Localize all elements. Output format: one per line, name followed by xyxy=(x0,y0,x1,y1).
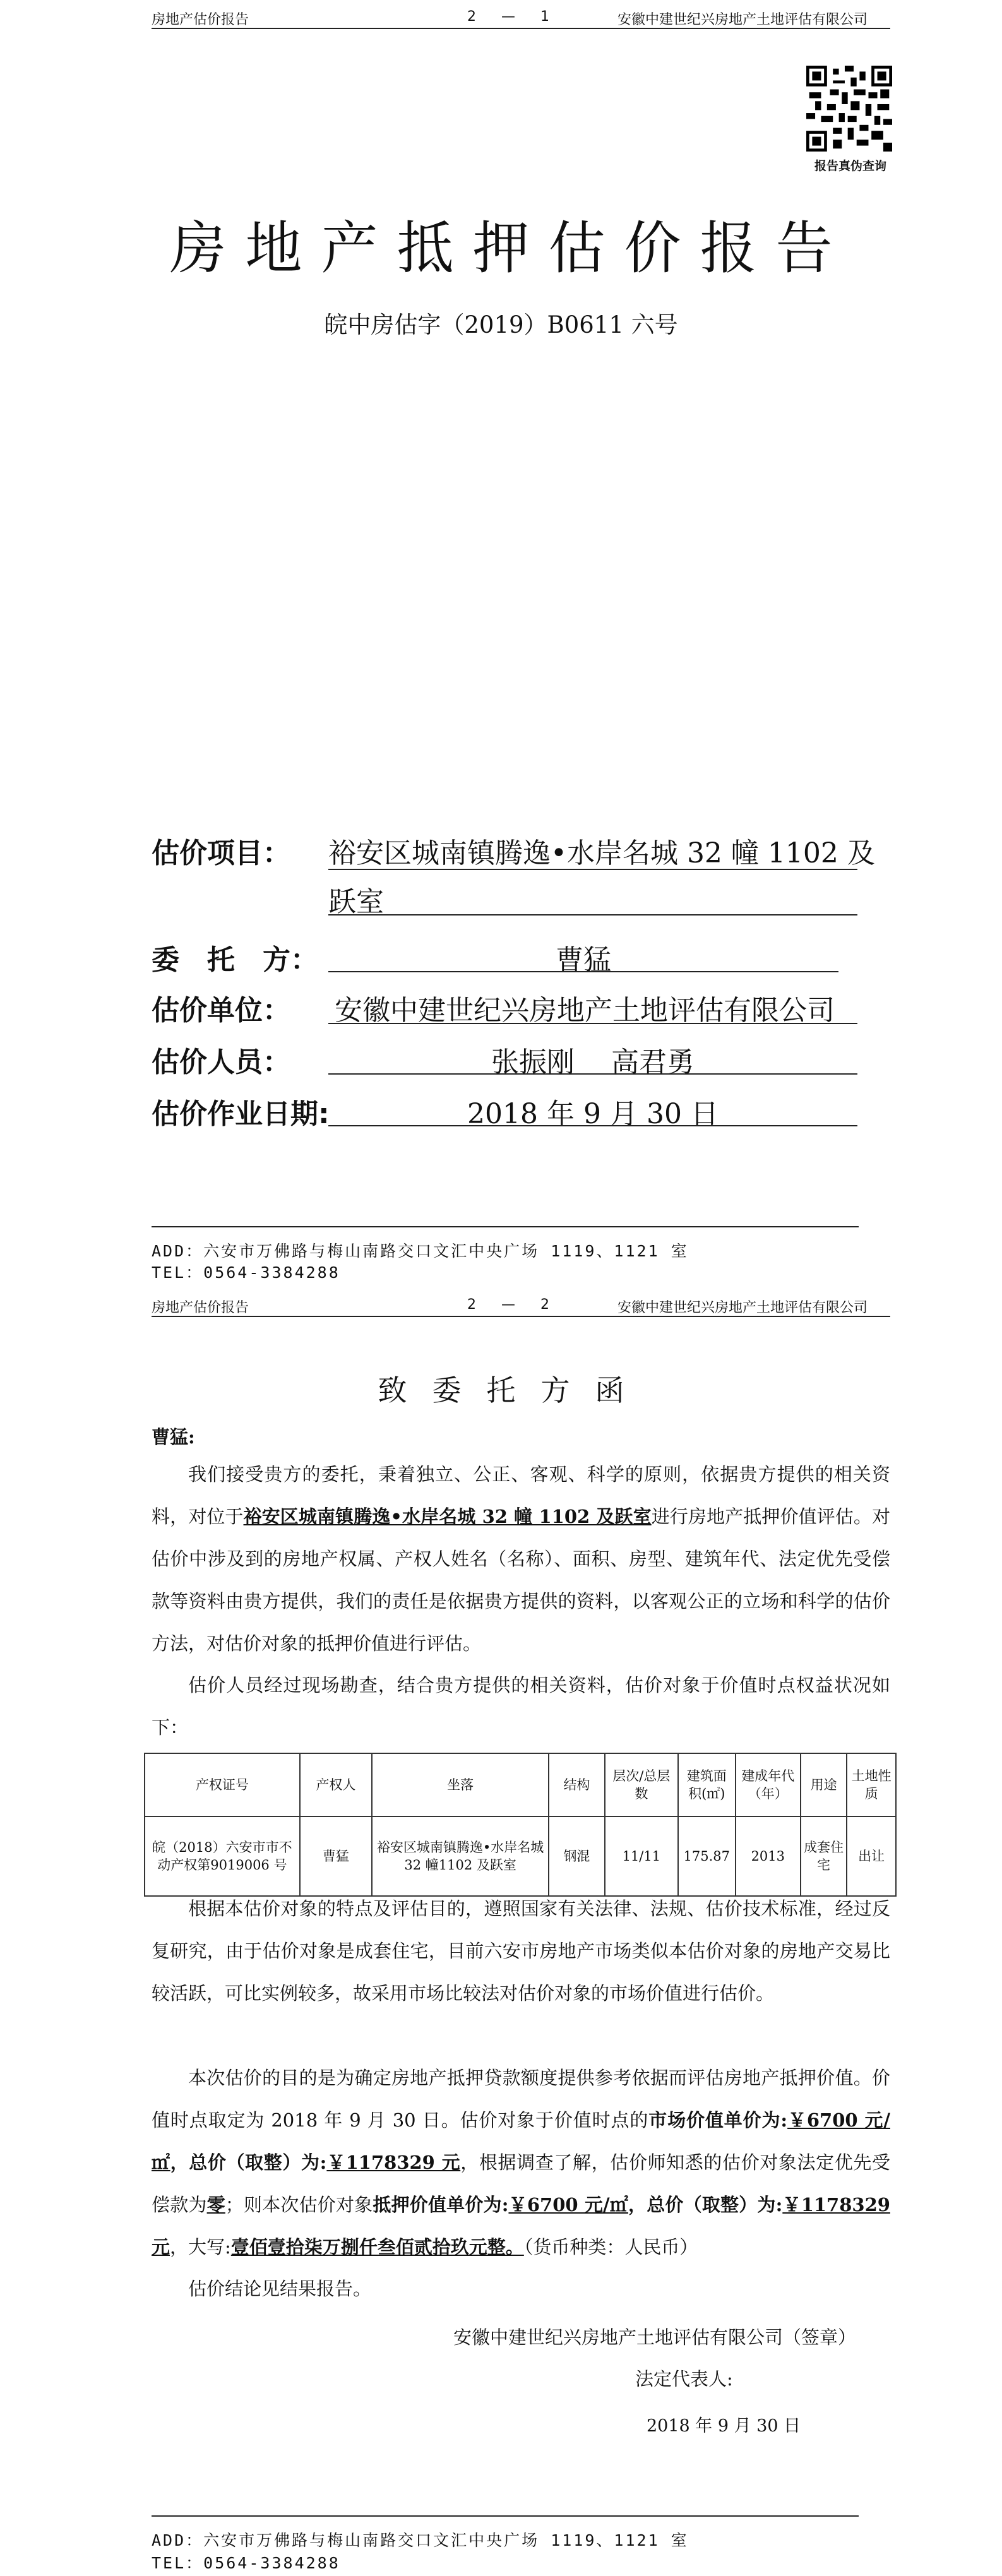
table-header-row xyxy=(145,1753,896,1816)
header-rule xyxy=(152,28,890,29)
table-header-cell: 用途 xyxy=(801,1753,847,1816)
footer-tel: TEL：0564-3384288 xyxy=(152,1263,340,1282)
table-cell-area: 175.87 xyxy=(678,1816,736,1896)
signature-company: 安徽中建世纪兴房地产土地评估有限公司（签章） xyxy=(453,2327,857,2348)
signature-date: 2018 年 9 月 30 日 xyxy=(647,2416,801,2436)
table-header-cell: 建成年代（年） xyxy=(736,1753,801,1816)
table-row xyxy=(145,1816,896,1896)
salutation: 曹猛: xyxy=(152,1426,195,1448)
report-title: 房地产抵押估价报告 xyxy=(169,215,852,282)
table-header-cell: 产权人 xyxy=(300,1753,372,1816)
p4-market-unit-value: ￥6700 元/㎡ xyxy=(152,2109,890,2173)
report-number: 皖中房估字（2019）B0611 六号 xyxy=(324,311,678,338)
table-header-cell: 产权证号 xyxy=(145,1753,300,1816)
p4-market-total-label: ，总价（取整）为: xyxy=(170,2152,327,2173)
p4-text: ，根据调查了解，估价师知悉的估价对象法定优先受偿款为 xyxy=(152,2152,890,2215)
footer-address: ADD：六安市万佛路与梅山南路交口文汇中央广场 1119、1121 室 xyxy=(152,1242,689,1260)
p4-currency: （货币种类：人民币） xyxy=(523,2236,698,2258)
header-page-number: 2—2 xyxy=(467,1297,575,1313)
paragraph-4 xyxy=(152,2057,890,2269)
client-underline xyxy=(328,971,838,972)
date-label: 估价作业日期: xyxy=(152,1098,330,1130)
table-header-cell: 土地性质 xyxy=(847,1753,896,1816)
unit-label: 估价单位： xyxy=(152,994,290,1027)
p4-priority-amount: 零 xyxy=(206,2194,225,2215)
unit-value: 安徽中建世纪兴房地产土地评估有限公司 xyxy=(335,994,835,1027)
header-rule xyxy=(152,1316,890,1317)
valuers-label: 估价人员： xyxy=(152,1046,290,1078)
table-cell-location: 裕安区城南镇腾逸•水岸名城 32 幢1102 及跃室 xyxy=(372,1816,549,1896)
p4-market-unit-label: 市场价值单价为: xyxy=(648,2109,788,2131)
table-cell-land-type: 出让 xyxy=(847,1816,896,1896)
p4-text: 本次估价的目的是为确定房地产抵押贷款额度提供参考依据而评估房地产抵押价值。价值时点取定为 2018 年 9 月 30 日。估价对象于价值时点的 xyxy=(152,2067,890,2131)
header-right: 安徽中建世纪兴房地产土地评估有限公司 xyxy=(617,1300,868,1316)
property-info-table xyxy=(144,1753,897,1897)
table-cell-structure: 钢混 xyxy=(549,1816,604,1896)
p4-market-total-value: ￥1178329 元 xyxy=(326,2152,461,2173)
footer-address: ADD：六安市万佛路与梅山南路交口文汇中央广场 1119、1121 室 xyxy=(152,2531,689,2549)
p4-amount-in-words: 壹佰壹拾柒万捌仟叁佰贰拾玖元整。 xyxy=(230,2236,524,2258)
footer-tel: TEL：0564-3384288 xyxy=(152,2554,340,2572)
para1-text-c: 进行房地产抵押价值评估。对估价中涉及到的房地产权属、产权人姓名（名称）、面积、房型、建筑年代、法定优先受偿款等资料由贵方提供，我们的责任是依据贵方提供的资料，以客观公正的立场和科学的估价方法，对估价对象的抵押价值进行评估。 xyxy=(152,1506,890,1654)
project-underline-1 xyxy=(328,869,857,870)
date-value: 2018 年 9 月 30 日 xyxy=(467,1098,719,1130)
client-value: 曹猛 xyxy=(556,944,611,976)
paragraph-2: 估价人员经过现场勘查，结合贵方提供的相关资料，估价对象于价值时点权益状况如下： xyxy=(152,1674,890,1738)
table-header-cell: 结构 xyxy=(549,1753,604,1816)
signature-representative: 法定代表人: xyxy=(635,2368,733,2390)
project-value-line1: 裕安区城南镇腾逸•水岸名城 32 幢 1102 及 xyxy=(328,837,875,869)
p4-mortgage-total-value: ￥1178329 元 xyxy=(152,2194,890,2258)
qr-caption: 报告真伪查询 xyxy=(814,159,886,173)
unit-underline xyxy=(328,1023,857,1024)
p4-text: ；则本次估价对象 xyxy=(225,2194,373,2215)
table-cell-use: 成套住宅 xyxy=(801,1816,847,1896)
project-label: 估价项目： xyxy=(152,837,290,869)
valuers-value: 张振刚 高君勇 xyxy=(491,1046,695,1078)
header-right: 安徽中建世纪兴房地产土地评估有限公司 xyxy=(617,12,868,28)
paragraph-5: 估价结论见结果报告。 xyxy=(188,2278,372,2299)
letter-title: 致委托方函 xyxy=(378,1373,650,1407)
date-underline xyxy=(328,1125,857,1126)
header-left: 房地产估价报告 xyxy=(152,12,249,28)
table-header-cell: 建筑面积(㎡) xyxy=(678,1753,736,1816)
header-left: 房地产估价报告 xyxy=(152,1300,249,1316)
p4-mortgage-total-label: ，总价（取整）为: xyxy=(628,2194,783,2215)
footer-rule xyxy=(152,1226,859,1227)
p4-mortgage-unit-value: ￥6700 元/㎡ xyxy=(508,2194,629,2215)
table-cell-cert-no: 皖（2018）六安市市不动产权第9019006 号 xyxy=(145,1816,300,1896)
para1-text-a: 我们接受贵方的委托，秉着独立、公正、客观、科学的原则，依据贵方提供的相关资料，对位于 xyxy=(152,1464,890,1527)
table-header-cell: 层次/总层数 xyxy=(605,1753,678,1816)
para1-property-address: 裕安区城南镇腾逸•水岸名城 32 幢 1102 及跃室 xyxy=(243,1506,652,1527)
table-cell-year: 2013 xyxy=(736,1816,801,1896)
table-cell-floors: 11/11 xyxy=(605,1816,678,1896)
project-underline-2 xyxy=(328,914,857,915)
valuers-underline xyxy=(328,1073,857,1075)
header-page-number: 2—1 xyxy=(467,9,575,25)
qr-code-icon xyxy=(806,66,892,152)
footer-rule xyxy=(152,2515,859,2517)
p4-text: ，大写: xyxy=(170,2236,231,2258)
project-value-line2: 跃室 xyxy=(328,886,384,918)
table-header-cell: 坐落 xyxy=(372,1753,549,1816)
table-cell-owner: 曹猛 xyxy=(300,1816,372,1896)
p4-mortgage-unit-label: 抵押价值单价为: xyxy=(373,2194,509,2215)
client-label: 委 托 方： xyxy=(152,944,318,976)
paragraph-1 xyxy=(152,1453,890,1665)
paragraph-3: 根据本估价对象的特点及评估目的，遵照国家有关法律、法规、估价技术标准，经过反复研究，由于估价对象是成套住宅，目前六安市房地产市场类似本估价对象的房地产交易比较活跃，可比实例较多，故采用市场比较法对估价对象的市场价值进行估价。 xyxy=(152,1898,890,2004)
